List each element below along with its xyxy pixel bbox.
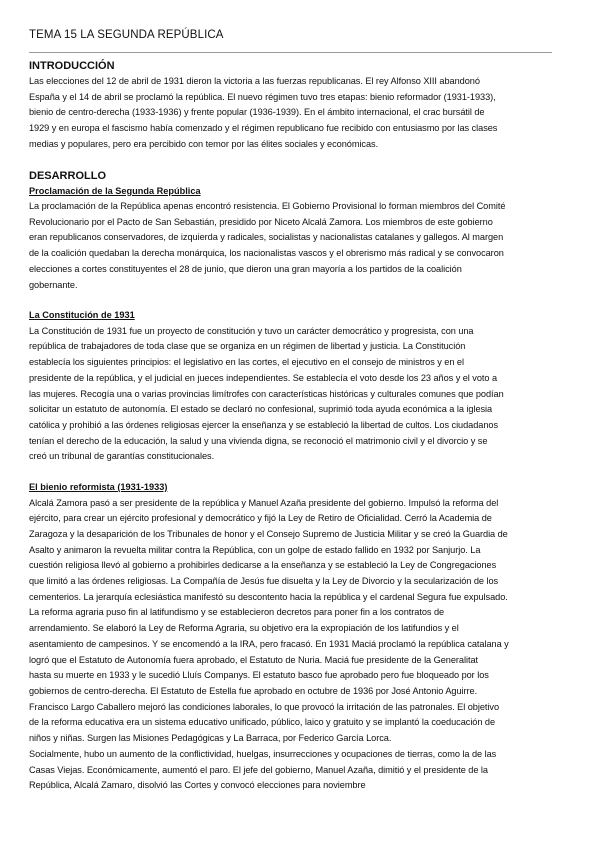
section-proclamacion	[29, 184, 555, 294]
text-line: La reforma agraria puso fin al latifundismo y se establecieron decretos para poner fin a los contratos de	[29, 607, 445, 618]
text-line: Revolucionario por el Pacto de San Sebastián, presidido por Niceto Alcalá Zamora. Los miembros de este gobierno	[29, 216, 493, 227]
text-line: Francisco Largo Caballero mejoró las condiciones laborales, lo que provocó la irritación de las patronales. El objetivo	[29, 701, 500, 712]
text-line: arrendamiento. Se elaboró la Ley de Reforma Agraria, su objetivo era la expropiación de los latifundios y el	[29, 623, 459, 634]
text-line: Asalto y animaron la revuelta militar contra la República, con un golpe de estado fallido en 1932 por Sanjurjo. La	[29, 544, 481, 555]
text-line: las mujeres. Recogía una o varias provincias limítrofes con características históricas y culturales comunes que podían	[29, 388, 504, 399]
text-line: que limitó a las órdenes religiosas. La Compañía de Jesús fue disuelta y la Ley de Divorcio y la secularización de los	[29, 576, 499, 587]
text-line: de la reforma educativa era un sistema educativo unificado, público, laico y gratuito y se implantó la coeducación de	[29, 717, 496, 728]
text-line: La Constitución de 1931 fue un proyecto de constitución y tuvo un carácter democrático y progresista, con una	[29, 325, 474, 336]
spacer	[29, 153, 555, 168]
text-line: logró que el Estatuto de Autonomía fuera aprobado, el Estatuto de Nuria. Maciá fue presidente de la Generalitat	[29, 654, 479, 665]
text-line: católica y prohibió a las órdenes religiosas ejercer la enseñanza y se estableció la libertad de cultos. Los ciudadanos	[29, 419, 499, 430]
text-line: Las elecciones del 12 de abril de 1931 dieron la victoria a las fuerzas republicanas. El rey Alfonso XIII abandonó	[29, 76, 480, 86]
text-line: gobiernos de centro-derecha. El Estatuto de Estella fue aprobado en octubre de 1936 por José Antonio Aguirre.	[29, 686, 478, 696]
text-line: La proclamación de la República apenas encontró resistencia. El Gobierno Provisional lo forman miembros del Comité	[29, 201, 506, 212]
text-line: solicitar un estatuto de autonomía. El estado se declaró no confesional, suprimió toda ayuda económica a la iglesia	[29, 404, 493, 415]
text-line: niños y niñas. Surgen las Misiones Pedagógicas y La Barraca, por Federico García Lorca.	[29, 733, 392, 744]
text-line: de la coalición quedaban la derecha monárquica, los nacionalistas vascos y el obrerismo más radical y se convocaron	[29, 248, 504, 259]
title-divider	[29, 52, 552, 53]
spacer	[29, 293, 555, 308]
text-line: presidente de la república, y el judicial en jueces independientes. Se establecía el voto desde los 23 años y el voto a	[29, 372, 498, 383]
text-line: Casas Viejas. Económicamente, aumentó el paro. El jefe del gobierno, Manuel Azaña, dimitió y el presidente de la	[29, 764, 488, 775]
text-line: España y el 14 de abril se proclamó la república. El nuevo régimen tuvo tres etapas: bienio reformador (1931-1933),	[29, 91, 496, 102]
text-line: Zaragoza y la desaparición de los Tribunales de honor y el Consejo Supremo de Justicia Militar y se creó la Guardia de	[29, 528, 508, 539]
text-line: cementerios. La jerarquía eclesiástica manifestó su descontento hacia la república y el cardenal Segura fue expulsado.	[29, 591, 508, 602]
document-title: TEMA 15 LA SEGUNDA REPÚBLICA	[29, 29, 224, 41]
section-paragraph	[29, 496, 555, 794]
text-line: elecciones a cortes constituyentes el 28 de junio, que dieron una gran mayoría a los partidos de la coalición	[29, 263, 462, 274]
development-heading: DESARROLLO	[29, 169, 106, 182]
text-line: cuestión religiosa llevó al gobierno a prohibirles dedicarse a la enseñanza y se estableció la Ley de Congregaciones	[29, 560, 497, 571]
section-title: La Constitución de 1931	[29, 310, 135, 321]
text-line: establecía los siguientes principios: el legislativo en las cortes, el ejecutivo en el consejo de ministros y en el	[29, 357, 464, 368]
text-line: ejército, para crear un ejército profesional y democrático y fijó la Ley de Retiro de Oficialidad. Cerró la Academia de	[29, 513, 492, 524]
text-line: asentamiento de campesinos. Y se encomendó a la IRA, pero fracasó. En 1931 Maciá proclamó la república catalana y	[29, 638, 509, 649]
intro-heading: INTRODUCCIÓN	[29, 60, 115, 72]
section-bienio-reformista	[29, 480, 555, 794]
text-line: creó un tribunal de garantías constitucionales.	[29, 451, 215, 462]
section-paragraph	[29, 324, 555, 465]
intro-paragraph	[29, 74, 555, 153]
text-line: 1929 y en europa el fascismo había comenzado y el régimen republicano fue recibido con entusiasmo por las clases	[29, 123, 498, 134]
text-line: tenían el derecho de la educación, la salud y una vivienda digna, se reconoció el matrimonio civil y el divorcio y se	[29, 435, 488, 446]
text-line: república de trabajadores de toda clase que se organiza en un régimen de libertad y justicia. La Constitución	[29, 341, 466, 352]
spacer	[29, 465, 555, 480]
section-title: El bienio reformista (1931-1933)	[29, 482, 168, 493]
section-title: Proclamación de la Segunda República	[29, 185, 201, 196]
text-line: Alcalá Zamora pasó a ser presidente de la república y Manuel Azaña presidente del gobierno. Impulsó la reforma del	[29, 497, 499, 508]
text-line: eran republicanos conservadores, de izquierda y radicales, socialistas y nacionalistas catalanes y gallegos. Al margen	[29, 232, 504, 243]
section-constitucion	[29, 308, 555, 465]
text-line: gobernante.	[29, 279, 78, 290]
document-body	[29, 58, 555, 794]
text-line: bienio de centro-derecha (1933-1936) y frente popular (1936-1939). En el ámbito internacional, el crac bursátil de	[29, 107, 485, 118]
text-line: medias y populares, pero era percibido con temor por las élites sociales y económicas.	[29, 138, 379, 149]
text-line: República, Alcalá Zamaro, disolvió las Cortes y convocó elecciones para noviembre	[29, 780, 366, 791]
text-line: hasta su muerte en 1933 y le sucedió Lluís Companys. El estatuto basco fue aprobado pero fue bloqueado por los	[29, 670, 489, 681]
text-line: Socialmente, hubo un aumento de la conflictividad, huelgas, insurrecciones y ocupaciones de tierras, como la de las	[29, 748, 497, 759]
section-paragraph	[29, 199, 555, 293]
